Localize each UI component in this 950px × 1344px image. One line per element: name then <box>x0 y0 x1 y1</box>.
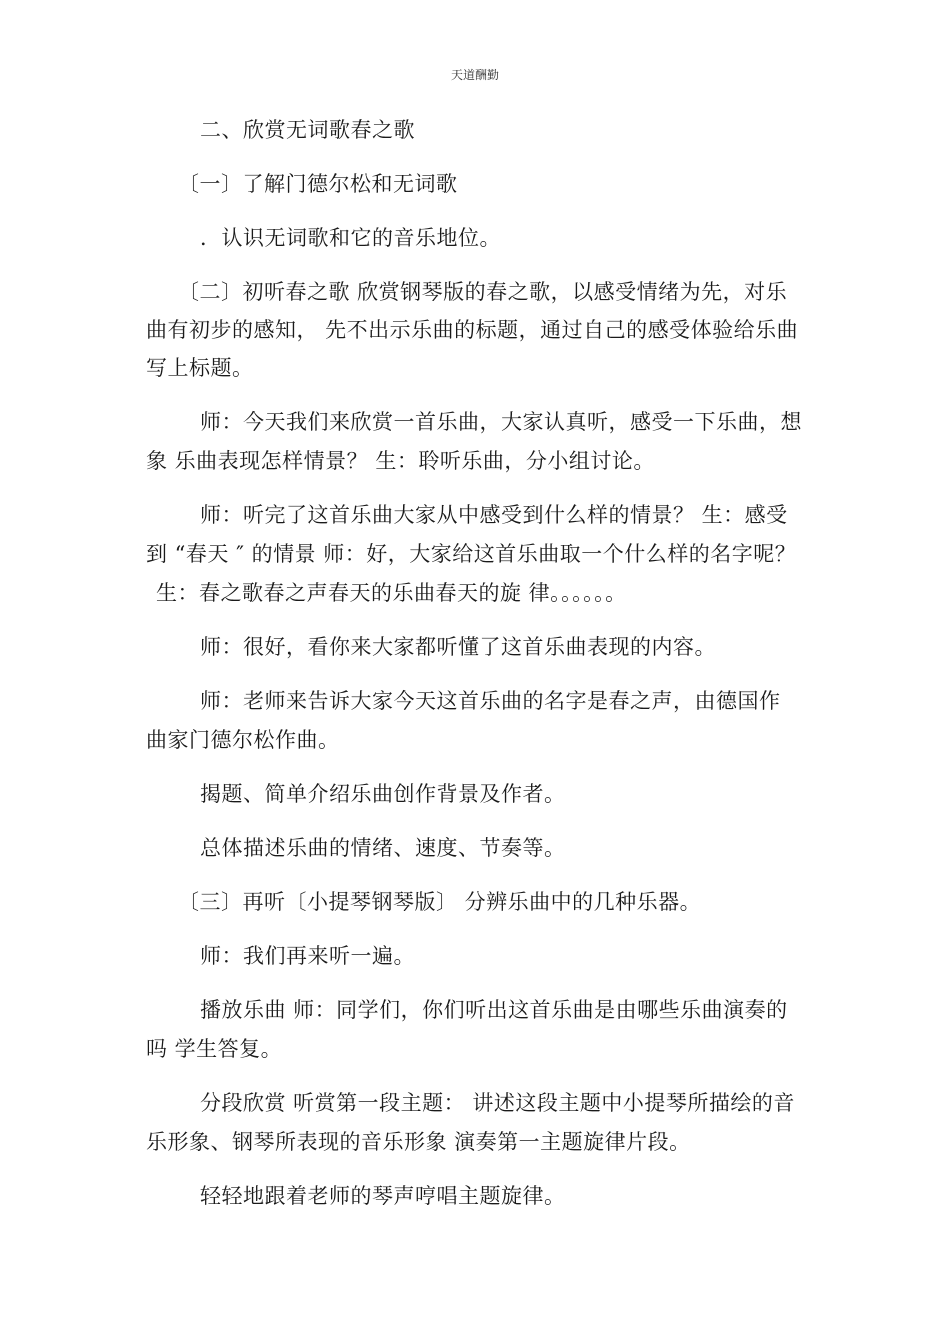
paragraph-line: 轻轻地跟着老师的琴声哼唱主题旋律。 <box>200 1184 566 1208</box>
paragraph-line: 到 “春天 ″ 的情景 师：好，大家给这首乐曲取一个什么样的名字呢？ <box>146 542 797 566</box>
paragraph-line: 乐形象、钢琴所表现的音乐形象 演奏第一主题旋律片段。 <box>146 1130 691 1154</box>
paragraph-line: 师：老师来告诉大家今天这首乐曲的名字是春之声，由德国作 <box>200 689 781 713</box>
paragraph-line: 〔二〕初听春之歌 欣赏钢琴版的春之歌，以感受情绪为先，对乐 <box>178 280 788 304</box>
paragraph-line: 写上标题。 <box>146 356 254 380</box>
paragraph-line: 师：我们再来听一遍。 <box>200 944 415 968</box>
paragraph-line: 曲有初步的感知， 先不出示乐曲的标题，通过自己的感受体验给乐曲 <box>146 318 799 342</box>
page-header: 天道酬勤 <box>450 68 499 82</box>
paragraph-line: 师：很好，看你来大家都听懂了这首乐曲表现的内容。 <box>200 635 716 659</box>
paragraph-line: 揭题、简单介绍乐曲创作背景及作者。 <box>200 782 566 806</box>
paragraph-line: 象 乐曲表现怎样情景？ 生：聆听乐曲，分小组讨论。 <box>146 449 655 473</box>
paragraph-line: 曲家门德尔松作曲。 <box>146 728 340 752</box>
paragraph-line: ．认识无词歌和它的音乐地位。 <box>200 226 501 250</box>
subsection-1-heading: 〔一〕了解门德尔松和无词歌 <box>178 172 458 196</box>
paragraph-line: 播放乐曲 师：同学们，你们听出这首乐曲是由哪些乐曲演奏的 <box>200 998 788 1022</box>
paragraph-line: 师：今天我们来欣赏一首乐曲，大家认真听，感受一下乐曲，想 <box>200 410 802 434</box>
paragraph-line: 师：听完了这首乐曲大家从中感受到什么样的情景？ 生：感受 <box>200 503 788 527</box>
paragraph-line: 吗 学生答复。 <box>146 1037 283 1061</box>
subsection-3-heading: 〔三〕再听〔小提琴钢琴版〕 分辨乐曲中的几种乐器。 <box>178 890 702 914</box>
paragraph-line: 总体描述乐曲的情绪、速度、节奏等。 <box>200 836 566 860</box>
paragraph-line: 生：春之歌春之声春天的乐曲春天的旋 律。。。。。。 <box>156 581 627 605</box>
paragraph-line: 分段欣赏 听赏第一段主题： 讲述这段主题中小提琴所描绘的音 <box>200 1091 795 1115</box>
section-heading-2: 二、欣赏无词歌春之歌 <box>200 118 415 142</box>
